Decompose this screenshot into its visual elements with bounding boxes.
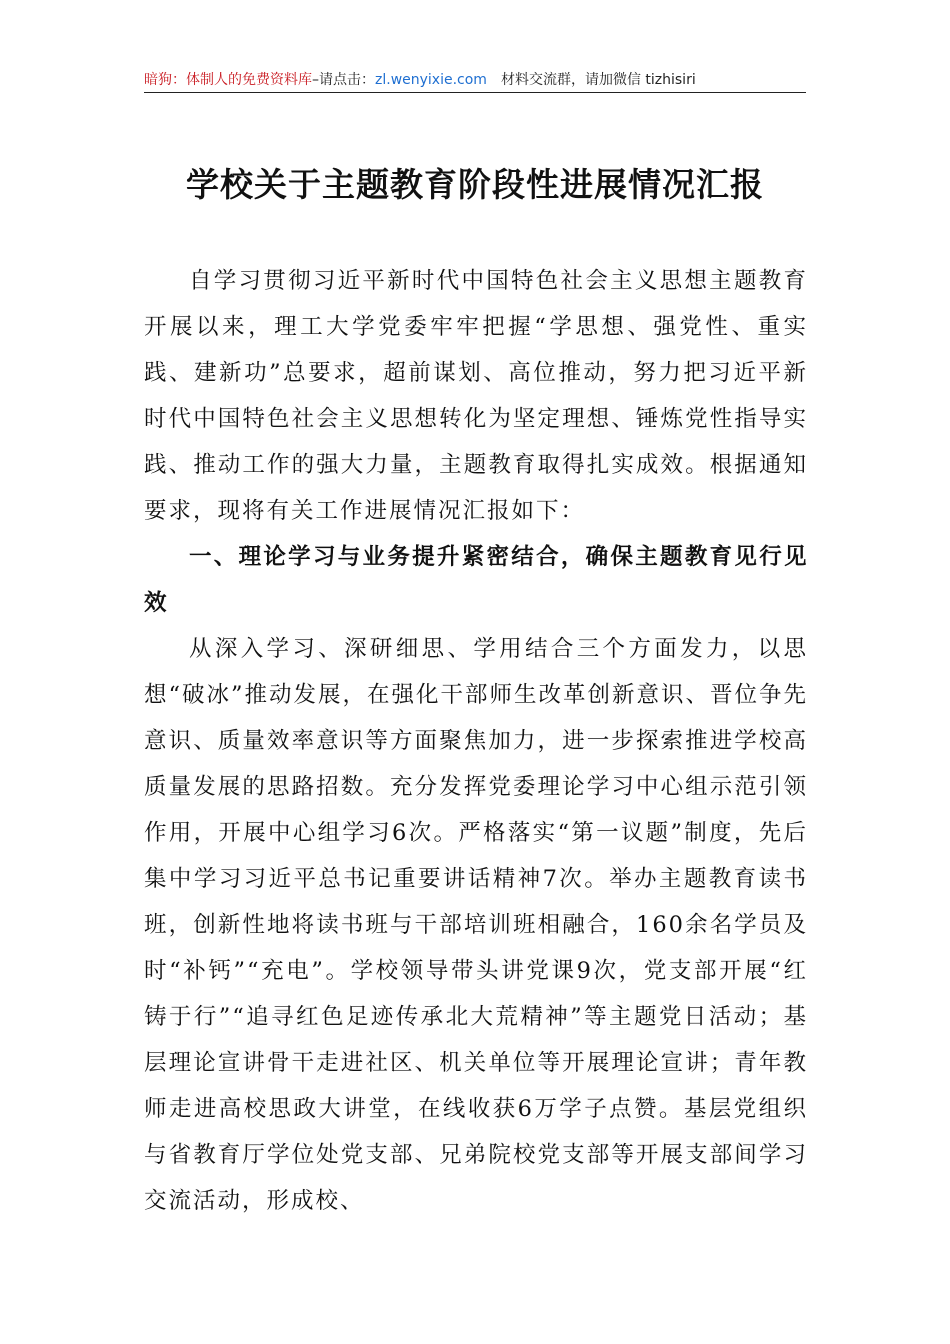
- header-link[interactable]: zl.wenyixie.com: [375, 72, 487, 88]
- document-body: [144, 258, 808, 1224]
- header-bar: [144, 70, 806, 93]
- header-separator: –请点击：: [312, 72, 375, 88]
- section-1-paragraph: 从深入学习、深研细思、学用结合三个方面发力，以思想“破冰”推动发展，在强化干部师生改革创新意识、晋位争先意识、质量效率意识等方面聚焦加力，进一步探索推进学校高质量发展的思路招数。充分发挥党委理论学习中心组示范引领作用，开展中心组学习6次。严格落实“第一议题”制度，先后集中学习习近平总书记重要讲话精神7次。举办主题教育读书班，创新性地将读书班与干部培训班相融合，160余名学员及时“补钙”“充电”。学校领导带头讲党课9次，党支部开展“红铸于行”“追寻红色足迹传承北大荒精神”等主题党日活动；基层理论宣讲骨干走进社区、机关单位等开展理论宣讲；青年教师走进高校思政大讲堂，在线收获6万学子点赞。基层党组织与省教育厅学位处党支部、兄弟院校党支部等开展支部间学习交流活动，形成校、: [144, 636, 809, 1214]
- intro-paragraph: 自学习贯彻习近平新时代中国特色社会主义思想主题教育开展以来，理工大学党委牢牢把握“学思想、强党性、重实践、建新功”总要求，超前谋划、高位推动，努力把习近平新时代中国特色社会主义思想转化为坚定理想、锤炼党性指导实践、推动工作的强大力量，主题教育取得扎实成效。根据通知要求，现将有关工作进展情况汇报如下：: [144, 268, 808, 524]
- header-brand: 暗狗：体制人的免费资料库: [144, 72, 312, 88]
- document-title: 学校关于主题教育阶段性进展情况汇报: [186, 165, 764, 204]
- header-note: 材料交流群，请加微信 tizhisiri: [500, 72, 696, 88]
- section-heading-1: 一、理论学习与业务提升紧密结合，确保主题教育见行见效: [144, 544, 808, 616]
